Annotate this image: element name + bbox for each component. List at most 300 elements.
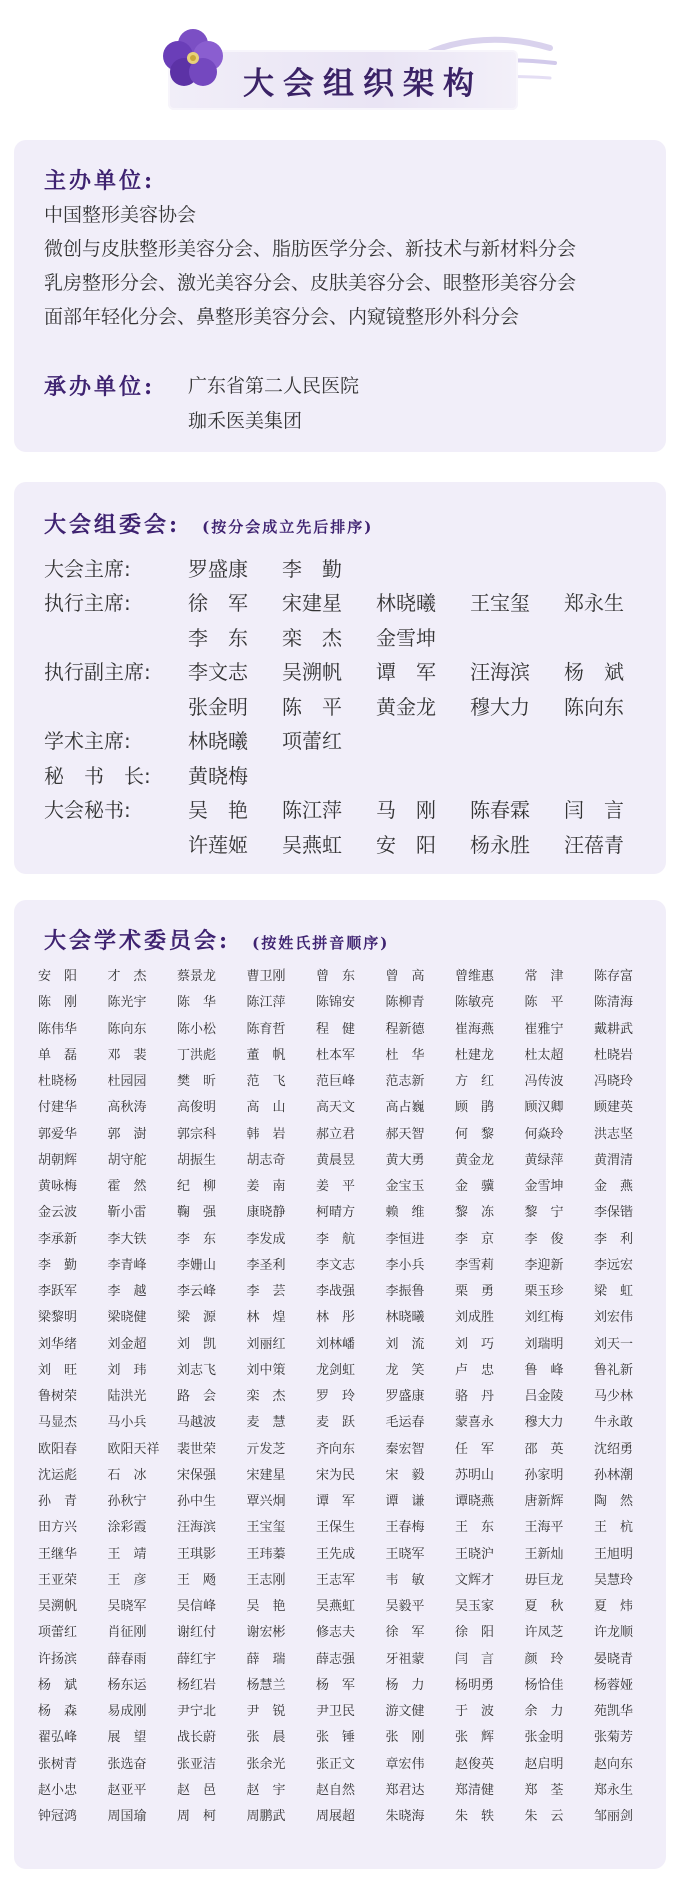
academic-member: 梁 虹 [594,1284,634,1299]
academic-member: 常 津 [524,969,564,984]
academic-member: 刘中策 [246,1362,286,1378]
committee-row [44,757,282,791]
committee-card [14,482,666,874]
committee-member: 黄晓梅 [188,763,248,788]
committee-member: 吴 艳 [188,798,248,822]
organizer-label: 主办单位: [44,168,156,194]
academic-member: 程新德 [385,1021,425,1037]
academic-member: 孙秋宁 [107,1494,147,1509]
academic-member: 曾维惠 [455,969,495,984]
academic-member: 谭 谦 [385,1494,425,1509]
committee-member: 谭 军 [376,660,436,684]
committee-row [44,654,658,688]
committee-member: 吴燕虹 [282,832,342,857]
hosts-card [14,140,666,452]
committee-member: 黄金龙 [376,694,436,719]
academic-member: 吴毅平 [385,1599,425,1614]
academic-member: 余 力 [524,1704,564,1719]
committee-member: 陈 平 [282,694,342,719]
academic-member: 苏明山 [455,1467,495,1483]
academic-member: 李 越 [107,1284,147,1299]
academic-member: 李战强 [316,1284,356,1299]
academic-member: 杨明勇 [455,1677,495,1693]
academic-member: 王晓沪 [455,1546,495,1562]
committee-member: 杨 斌 [564,660,624,684]
committee-member: 穆大力 [470,694,530,719]
academic-member: 欧阳春 [38,1441,78,1457]
academic-member: 范巨峰 [316,1074,356,1089]
academic-member: 王旭明 [594,1546,634,1562]
academic-member: 章宏伟 [385,1756,425,1772]
academic-member: 宋建星 [246,1467,286,1483]
academic-member: 覃兴炯 [246,1494,286,1509]
academic-member: 梁黎明 [38,1310,78,1326]
academic-member: 尹宁北 [177,1704,217,1719]
academic-member: 郑 荃 [524,1782,564,1798]
academic-member: 黎 冻 [455,1205,495,1221]
academic-member: 高秋涛 [107,1100,147,1116]
academic-member: 毋巨龙 [524,1572,564,1588]
academic-member: 张 晨 [246,1730,286,1746]
academic-member: 郭爱华 [38,1126,78,1142]
academic-member: 姜 南 [246,1179,286,1194]
academic-member: 程 健 [316,1021,356,1037]
academic-member: 王玮蓁 [246,1546,286,1562]
academic-member: 赵 宇 [246,1782,286,1798]
academic-member: 林 彤 [316,1310,356,1326]
academic-member: 晏晓青 [594,1651,634,1667]
academic-member: 金雪坤 [524,1179,564,1194]
academic-member: 刘 凯 [177,1336,217,1352]
academic-member: 戴耕武 [594,1021,634,1037]
academic-member: 尹卫民 [316,1704,356,1719]
committee-note: (按分会成立先后排序) [202,518,374,536]
academic-member: 柯晴方 [316,1205,356,1221]
academic-member: 罗盛康 [385,1389,425,1404]
academic-member: 赵启明 [524,1756,564,1772]
academic-member: 周鹏武 [246,1809,286,1824]
academic-member: 高 山 [246,1100,286,1116]
academic-member: 赵 邑 [177,1782,217,1798]
academic-member: 鲁树荣 [38,1389,78,1404]
academic-member: 金 燕 [594,1179,634,1194]
academic-member: 洪志坚 [594,1126,634,1142]
academic-member: 王先成 [316,1546,356,1562]
academic-member: 李保锴 [594,1205,634,1221]
academic-member: 陈清海 [594,995,634,1011]
academic-member: 孙林潮 [594,1467,634,1483]
academic-member: 张菊芳 [594,1730,634,1746]
academic-member: 徐 阳 [455,1625,495,1641]
academic-member: 鞠 强 [177,1205,217,1221]
committee-member: 李文志 [188,660,248,684]
academic-member: 路 会 [177,1389,217,1404]
academic-member: 霍 然 [107,1179,147,1194]
page-title: 大会组织架构 [243,65,483,102]
academic-member: 夏 炜 [594,1599,634,1614]
academic-member: 栗玉珍 [524,1284,564,1299]
academic-member: 李雪莉 [455,1257,495,1273]
academic-member: 杨 斌 [38,1677,78,1693]
committee-member: 安 阳 [376,832,436,857]
academic-member: 刘 玮 [107,1362,147,1378]
academic-member: 李 勤 [38,1257,78,1273]
academic-member: 刘 流 [385,1336,425,1352]
academic-member: 丁洪彪 [177,1047,217,1063]
flower-icon [158,22,228,92]
academic-member: 涂彩霞 [107,1520,147,1536]
academic-member: 范 飞 [246,1074,286,1089]
academic-member: 付建华 [38,1100,78,1116]
academic-member: 陈 刚 [38,995,78,1011]
academic-member: 李云峰 [177,1284,217,1299]
committee-member: 杨永胜 [470,832,530,857]
academic-member: 陈育哲 [246,1021,286,1037]
academic-member: 马小兵 [107,1415,147,1431]
committee-member: 陈江萍 [282,798,342,822]
academic-member: 孙家明 [524,1467,564,1483]
academic-member: 杨 力 [385,1677,425,1693]
academic-member: 李发成 [246,1231,286,1247]
academic-member: 李 京 [455,1231,495,1247]
academic-member: 任 军 [455,1441,495,1457]
committee-row [44,792,658,826]
academic-member: 李承新 [38,1231,78,1247]
committee-member: 栾 杰 [282,625,342,650]
academic-member: 肖征刚 [107,1625,147,1641]
academic-member: 卢 忠 [455,1362,495,1378]
academic-member: 宋保强 [177,1467,217,1483]
committee-member: 马 刚 [376,798,436,822]
academic-member: 刘华绪 [38,1336,78,1352]
academic-card [14,900,666,1869]
academic-member: 谢宏彬 [246,1625,286,1641]
committee-member: 王宝玺 [470,591,530,615]
academic-member: 陶 然 [594,1494,634,1509]
academic-member: 赵亚平 [107,1782,147,1798]
academic-member: 吴信峰 [177,1599,217,1614]
academic-member: 单 磊 [38,1047,78,1063]
academic-member: 刘红梅 [524,1310,564,1326]
academic-member: 王亚荣 [38,1572,78,1588]
academic-member: 欧阳天祥 [107,1441,160,1457]
committee-row [44,550,376,584]
academic-member: 顾 鹃 [455,1100,495,1116]
academic-member: 崔雅宁 [524,1021,564,1037]
academic-member: 胡朝辉 [38,1152,78,1168]
academic-member: 安 阳 [38,969,78,984]
committee-member: 吴溯帆 [282,660,342,684]
academic-member: 钟冠鸿 [38,1809,78,1824]
academic-member: 麦 慧 [246,1415,286,1431]
academic-member: 朱 云 [524,1809,564,1824]
academic-member: 郑君达 [385,1782,425,1798]
academic-member: 纪 柳 [177,1179,217,1194]
academic-member: 项蕾红 [38,1625,78,1641]
academic-member: 汪海滨 [177,1520,217,1536]
academic-member: 吴溯帆 [38,1599,78,1614]
committee-role: 执行副主席: [44,660,151,684]
academic-member: 刘宏伟 [594,1310,634,1326]
academic-member: 于 波 [455,1704,495,1719]
academic-member: 陈 华 [177,995,217,1011]
academic-member: 樊 昕 [177,1074,217,1089]
academic-member: 曾 高 [385,969,425,984]
academic-member: 张余光 [246,1756,286,1772]
academic-member: 吕金陵 [524,1389,564,1404]
academic-member: 杨 军 [316,1677,356,1693]
academic-member: 李青峰 [107,1257,147,1273]
academic-member: 杨 森 [38,1704,78,1719]
academic-member: 骆 丹 [455,1389,495,1404]
academic-member: 杜本军 [316,1047,356,1063]
academic-member: 金宝玉 [385,1179,425,1194]
academic-member: 杜建龙 [455,1047,495,1063]
academic-member: 李振鲁 [385,1284,425,1299]
academic-member: 田方兴 [38,1520,78,1536]
academic-member: 赖 维 [385,1205,425,1221]
academic-member: 崔海燕 [455,1021,495,1037]
academic-member: 李圣利 [246,1257,286,1273]
committee-member: 陈向东 [564,694,624,719]
academic-member: 韩 岩 [246,1126,286,1142]
academic-member: 闫 言 [455,1651,495,1667]
academic-member: 杜 华 [385,1047,425,1063]
academic-member: 郝立君 [316,1126,356,1142]
academic-member: 赵自然 [316,1782,356,1798]
academic-member: 马少林 [594,1389,634,1404]
academic-member: 蒙喜永 [455,1415,495,1431]
committee-member: 徐 军 [188,591,248,615]
academic-member: 刘天一 [594,1336,634,1352]
committee-member: 宋建星 [282,591,342,615]
academic-member: 展 望 [107,1730,147,1746]
academic-member: 陈向东 [107,1021,147,1037]
academic-member: 毛运春 [385,1415,425,1431]
committee-member: 项蕾红 [282,729,342,753]
academic-member: 高占巍 [385,1100,425,1116]
academic-member: 王 飏 [177,1572,217,1588]
academic-member: 杨红岩 [177,1677,217,1693]
academic-member: 薛红宇 [177,1651,217,1667]
academic-member: 王琪影 [177,1546,217,1562]
academic-member: 金云波 [38,1205,78,1221]
academic-member: 黄渭清 [594,1152,634,1168]
committee-member: 汪海滨 [470,660,530,684]
academic-title-text: 大会学术委员会: [44,928,231,954]
undertaker-line: 广东省第二人民医院 [188,375,360,397]
academic-member: 薛 瑞 [246,1651,286,1667]
academic-member: 郑永生 [594,1782,634,1798]
academic-member: 刘 巧 [455,1336,495,1352]
academic-member: 陈江萍 [246,995,286,1011]
academic-member: 尹 锐 [246,1704,286,1719]
academic-member: 高天文 [316,1100,356,1116]
academic-member: 林 煌 [246,1310,286,1326]
organizer-line: 面部年轻化分会、鼻整形美容分会、内窥镜整形外科分会 [44,306,520,328]
academic-member: 吴慧玲 [594,1572,634,1588]
academic-member: 修志夫 [316,1625,356,1641]
academic-member: 周国瑜 [107,1809,147,1824]
academic-member: 易成刚 [107,1704,147,1719]
academic-member: 鲁礼新 [594,1362,634,1378]
academic-member: 王继华 [38,1546,78,1562]
academic-member: 顾建英 [594,1100,634,1116]
academic-member: 陆洪光 [107,1389,147,1404]
academic-member: 陈小松 [177,1021,217,1037]
academic-member: 谭 军 [316,1494,356,1509]
academic-member: 郝天智 [385,1126,425,1142]
committee-role: 执行主席: [44,591,131,615]
academic-member: 郑清健 [455,1782,495,1798]
academic-member: 王海平 [524,1520,564,1536]
academic-member: 何 黎 [455,1126,495,1142]
academic-member: 张树青 [38,1756,78,1772]
academic-member: 李 东 [177,1231,217,1247]
academic-member: 王宝玺 [246,1520,286,1536]
academic-note: (按姓氏拼音顺序) [252,934,390,952]
academic-member: 李 航 [316,1231,356,1247]
academic-member: 杨东运 [107,1677,147,1693]
academic-member: 王晓军 [385,1546,425,1562]
academic-member: 陈柳青 [385,995,425,1011]
academic-member: 李 利 [594,1231,634,1247]
academic-title [44,924,389,955]
academic-member: 王保生 [316,1520,356,1536]
academic-member: 游文健 [385,1704,425,1719]
academic-member: 鲁 峰 [524,1362,564,1378]
academic-member: 陈锦安 [316,995,356,1011]
committee-title-text: 大会组委会: [44,512,181,538]
academic-member: 赵向东 [594,1756,634,1772]
academic-member: 陈伟华 [38,1021,78,1037]
academic-member: 马越波 [177,1415,217,1431]
academic-member: 穆大力 [524,1415,564,1431]
academic-member: 陈敏亮 [455,995,495,1011]
academic-member: 文辉才 [455,1572,495,1588]
academic-member: 张 锤 [316,1730,356,1746]
academic-member: 裴世荣 [177,1441,217,1457]
academic-member: 刘 旺 [38,1362,78,1378]
academic-member: 王春梅 [385,1520,425,1536]
academic-member: 才 杰 [107,969,147,984]
academic-member: 牙祖蒙 [385,1651,425,1667]
academic-member: 刘丽红 [246,1336,286,1352]
academic-member: 李姗山 [177,1257,217,1273]
organizer-line: 乳房整形分会、激光美容分会、皮肤美容分会、眼整形美容分会 [44,272,577,294]
academic-member: 杜太超 [524,1047,564,1063]
academic-member: 许龙顺 [594,1625,634,1641]
academic-member: 杨恰佳 [524,1677,564,1693]
academic-member: 林晓曦 [385,1310,425,1326]
academic-member: 王 彦 [107,1572,147,1588]
academic-member: 李 芸 [246,1284,286,1299]
academic-member: 何焱玲 [524,1126,564,1142]
academic-member: 王 靖 [107,1546,147,1562]
academic-member: 谢红付 [177,1625,217,1641]
academic-member: 周展超 [316,1809,356,1824]
academic-member: 亓发芝 [246,1441,286,1457]
academic-member: 郭宗科 [177,1126,217,1142]
academic-member: 杜园园 [107,1074,147,1089]
academic-member: 宋为民 [316,1467,356,1483]
committee-member: 金雪坤 [376,625,436,650]
academic-member: 冯传波 [524,1074,564,1089]
committee-member: 李 勤 [282,556,342,581]
academic-member: 徐 军 [385,1625,425,1641]
committee-row [44,585,658,619]
undertaker-label: 承办单位: [44,374,156,400]
committee-member: 闫 言 [564,798,624,822]
academic-member: 董 帆 [246,1047,286,1063]
academic-member: 杨慧兰 [246,1677,286,1693]
academic-member: 张金明 [524,1730,564,1746]
academic-member: 栗 勇 [455,1284,495,1299]
organizer-line: 微创与皮肤整形美容分会、脂肪医学分会、新技术与新材料分会 [44,238,577,260]
committee-row [44,826,658,860]
academic-member: 高俊明 [177,1100,217,1116]
academic-member: 周 柯 [177,1809,217,1824]
academic-member: 胡志奇 [246,1152,286,1168]
academic-member: 顾汉卿 [524,1100,564,1116]
academic-member: 邓 裴 [107,1047,147,1063]
academic-member: 韦 敏 [385,1572,425,1588]
academic-member: 杜晓杨 [38,1074,78,1089]
committee-role: 大会主席: [44,556,131,581]
academic-member: 康晓静 [246,1205,286,1221]
academic-member: 龙剑虹 [316,1362,356,1378]
academic-member: 李 俊 [524,1231,564,1247]
academic-member: 梁 源 [177,1310,217,1326]
academic-member: 薛春雨 [107,1651,147,1667]
academic-member: 梁晓健 [107,1310,147,1326]
academic-member: 许扬滨 [38,1651,78,1667]
academic-member: 张选奋 [107,1756,147,1772]
committee-member: 许莲姬 [188,832,248,857]
academic-member: 刘瑞明 [524,1336,564,1352]
committee-row [44,619,470,653]
academic-member: 张亚洁 [177,1756,217,1772]
academic-member: 金 骥 [455,1179,495,1194]
academic-member: 邵 英 [524,1441,564,1457]
committee-member: 陈春霖 [470,798,530,822]
academic-member: 黎 宁 [524,1205,564,1221]
committee-title [44,508,373,539]
academic-member: 陈存富 [594,969,634,984]
academic-member: 苑凯华 [594,1704,634,1719]
academic-member: 王 东 [455,1520,495,1536]
academic-member: 陈 平 [524,995,564,1011]
academic-member: 夏 秋 [524,1599,564,1614]
academic-member: 王志军 [316,1572,356,1588]
academic-member: 孙中生 [177,1494,217,1509]
academic-member: 黄大勇 [385,1152,425,1168]
academic-member: 王 杭 [594,1520,634,1536]
committee-role: 大会秘书: [44,798,131,822]
academic-member: 黄绿萍 [524,1152,564,1168]
academic-member: 沈绍勇 [594,1441,634,1457]
committee-member: 汪蓓青 [564,832,624,857]
academic-member: 唐新辉 [524,1494,564,1509]
academic-member: 战长蔚 [177,1730,217,1746]
committee-role: 学术主席: [44,729,131,753]
academic-member: 陈光宇 [107,995,147,1011]
academic-member: 吴玉家 [455,1599,495,1614]
academic-member: 牛永敢 [594,1415,634,1431]
academic-member: 吴晓军 [107,1599,147,1614]
academic-member: 刘林嶓 [316,1336,356,1352]
academic-member: 张 刚 [385,1730,425,1746]
